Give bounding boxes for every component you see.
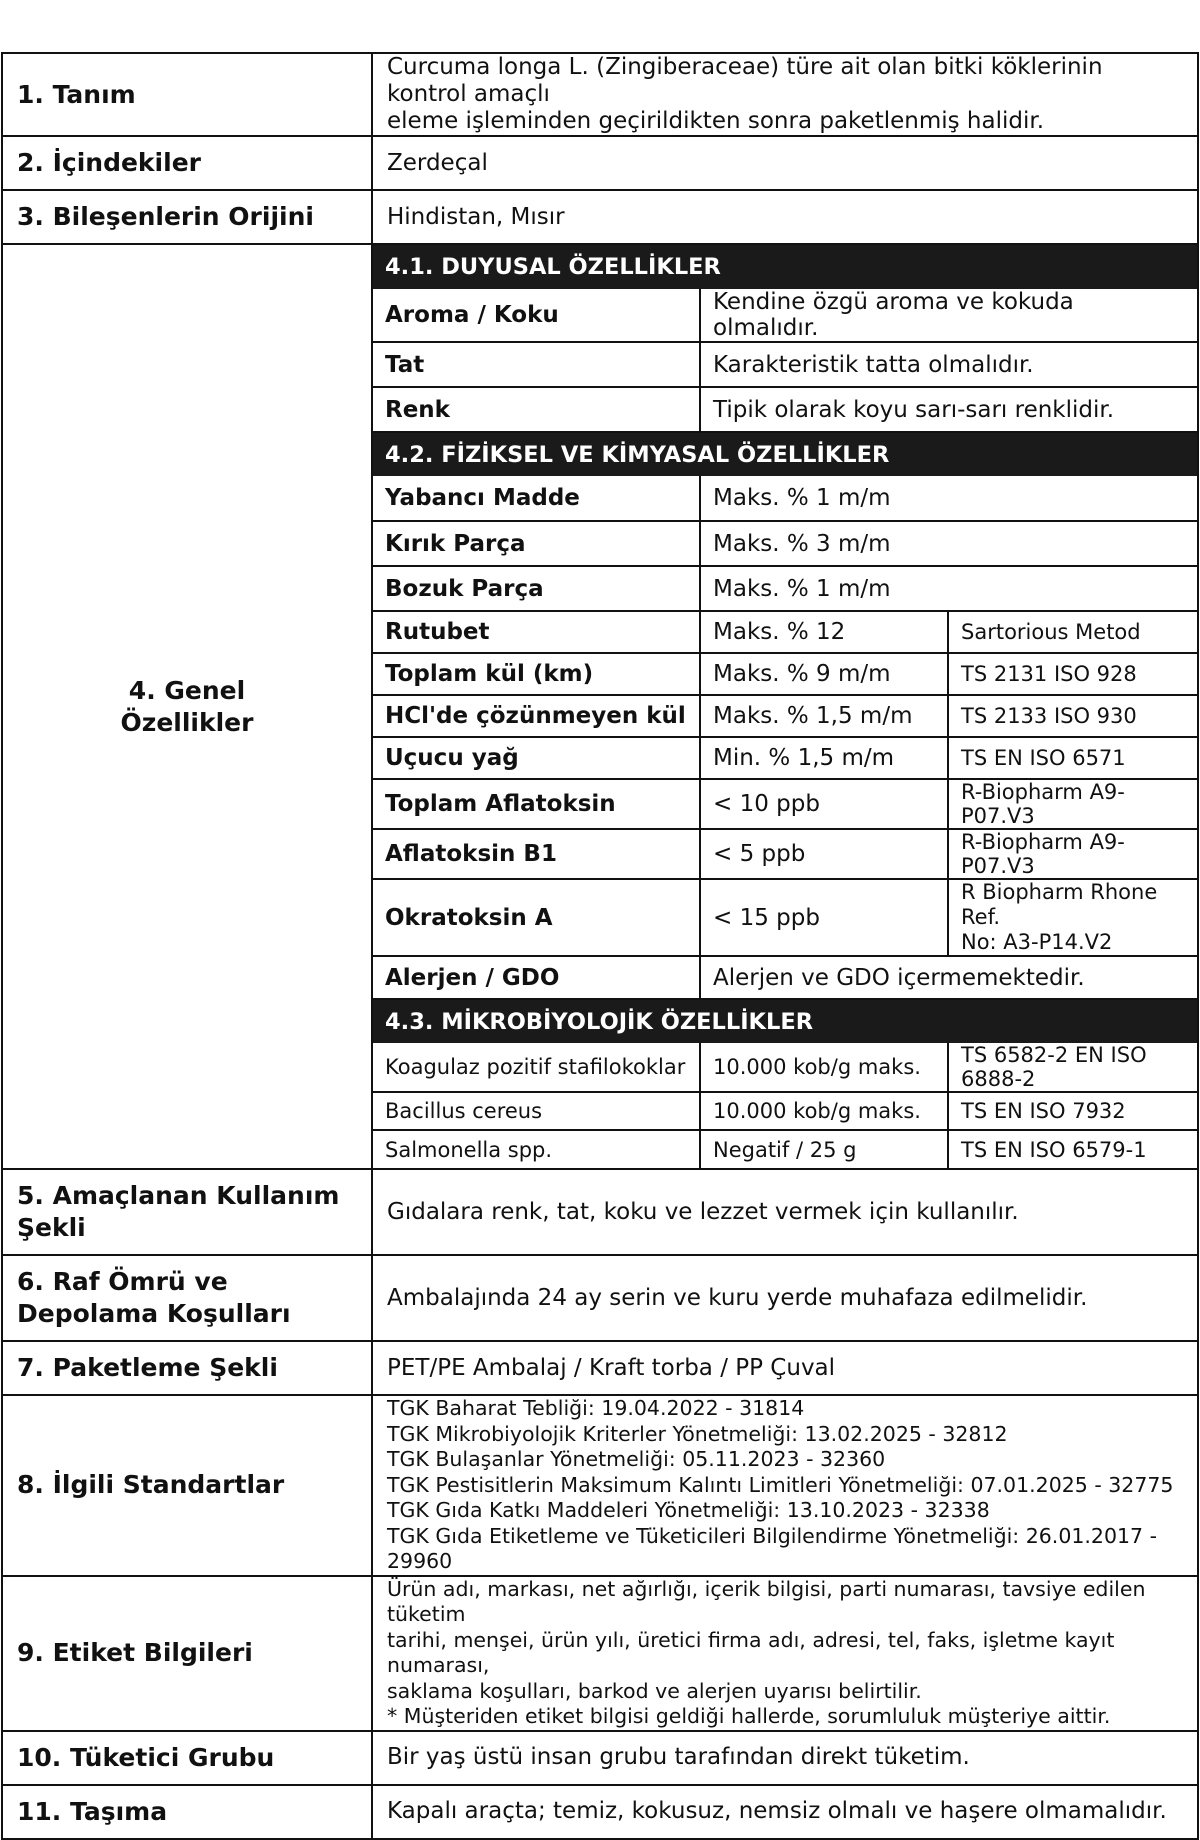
property-method: Sartorious Metod bbox=[948, 611, 1197, 653]
property-value: Kendine özgü aroma ve kokuda olmalıdır. bbox=[713, 289, 1074, 341]
list-item: TGK Pestisitlerin Maksimum Kalıntı Limitleri Yönetmeliği: 07.01.2025 - 32775 bbox=[387, 1472, 1174, 1497]
organism-name: Bacillus cereus bbox=[373, 1092, 700, 1130]
property-name: Toplam Aflatoksin bbox=[373, 779, 700, 829]
label-paketleme: 7. Paketleme Şekli bbox=[2, 1341, 372, 1395]
property-value: Alerjen ve GDO içermemektedir. bbox=[700, 956, 1197, 999]
label-standartlar: 8. İlgili Standartlar bbox=[2, 1395, 372, 1576]
label-etiket: 9. Etiket Bilgileri bbox=[2, 1576, 372, 1731]
property-value: Maks. % 1,5 m/m bbox=[700, 695, 948, 737]
table-row bbox=[373, 476, 1197, 521]
table-row bbox=[373, 879, 1197, 956]
organism-method: TS EN ISO 7932 bbox=[948, 1092, 1197, 1130]
organism-limit: 10.000 kob/g maks. bbox=[700, 1043, 948, 1092]
product-spec-sheet bbox=[1, 52, 1199, 1840]
property-value: < 5 ppb bbox=[700, 829, 948, 879]
sensory-header: 4.1. DUYUSAL ÖZELLİKLER bbox=[373, 245, 1197, 289]
table-row bbox=[373, 521, 1197, 566]
label-raf-omru: 6. Raf Ömrü ve Depolama Koşulları bbox=[2, 1255, 372, 1341]
property-name: Aflatoksin B1 bbox=[373, 829, 700, 879]
property-value: Karakteristik tatta olmalıdır. bbox=[700, 342, 1197, 387]
organism-limit: Negatif / 25 g bbox=[700, 1130, 948, 1168]
row-tuketici bbox=[2, 1731, 1198, 1785]
row-genel-ozellikler bbox=[2, 244, 1198, 1169]
table-row bbox=[373, 611, 1197, 653]
row-tasima bbox=[2, 1785, 1198, 1839]
table-row bbox=[373, 829, 1197, 879]
property-method: R-Biopharm A9-P07.V3 bbox=[948, 829, 1197, 879]
table-row bbox=[373, 1092, 1197, 1130]
property-name: Tat bbox=[373, 342, 700, 387]
property-value: Maks. % 9 m/m bbox=[700, 653, 948, 695]
property-method: TS EN ISO 6571 bbox=[948, 737, 1197, 779]
row-orijin bbox=[2, 190, 1198, 244]
table-row bbox=[373, 737, 1197, 779]
property-value: Min. % 1,5 m/m bbox=[700, 737, 948, 779]
property-method: TS 2131 ISO 928 bbox=[948, 653, 1197, 695]
label-tuketici: 10. Tüketici Grubu bbox=[2, 1731, 372, 1785]
table-row bbox=[373, 695, 1197, 737]
organism-name: Koagulaz pozitif stafilokoklar bbox=[373, 1043, 700, 1092]
organism-method: TS EN ISO 6579-1 bbox=[948, 1130, 1197, 1168]
micro-header: 4.3. MİKROBİYOLOJİK ÖZELLİKLER bbox=[373, 999, 1197, 1043]
row-icindekiler bbox=[2, 136, 1198, 190]
property-name: Renk bbox=[373, 387, 700, 432]
value-kullanim: Gıdalara renk, tat, koku ve lezzet vermek için kullanılır. bbox=[372, 1169, 1198, 1255]
property-name: Yabancı Madde bbox=[373, 476, 700, 521]
table-row bbox=[373, 1130, 1197, 1168]
property-method: TS 2133 ISO 930 bbox=[948, 695, 1197, 737]
table-row bbox=[373, 566, 1197, 611]
property-method: R-Biopharm A9-P07.V3 bbox=[948, 779, 1197, 829]
property-name: Rutubet bbox=[373, 611, 700, 653]
value-tanim: Curcuma longa L. (Zingiberaceae) türe ait olan bitki köklerinin kontrol amaçlı eleme işleminden geçirildikten sonra paketlenmiş halidir. bbox=[372, 53, 1198, 136]
table-row bbox=[373, 342, 1197, 387]
section-header-sensory bbox=[373, 245, 1197, 289]
section-header-micro bbox=[373, 999, 1197, 1043]
table-row bbox=[373, 387, 1197, 432]
spec-table bbox=[1, 52, 1199, 1840]
property-name: Uçucu yağ bbox=[373, 737, 700, 779]
row-paketleme bbox=[2, 1341, 1198, 1395]
organism-name: Salmonella spp. bbox=[373, 1130, 700, 1168]
label-orijin: 3. Bileşenlerin Orijini bbox=[2, 190, 372, 244]
property-name: Aroma / Koku bbox=[373, 289, 700, 342]
value-icindekiler: Zerdeçal bbox=[372, 136, 1198, 190]
value-standartlar bbox=[372, 1395, 1198, 1576]
label-genel-ozellikler: 4. Genel Özellikler bbox=[2, 244, 372, 1169]
list-item: TGK Bulaşanlar Yönetmeliği: 05.11.2023 - 32360 bbox=[387, 1447, 886, 1471]
value-raf-omru: Ambalajında 24 ay serin ve kuru yerde muhafaza edilmelidir. bbox=[372, 1255, 1198, 1341]
property-value: Tipik olarak koyu sarı-sarı renklidir. bbox=[700, 387, 1197, 432]
label-kullanim: 5. Amaçlanan Kullanım Şekli bbox=[2, 1169, 372, 1255]
general-properties-cell bbox=[372, 244, 1198, 1169]
organism-limit: 10.000 kob/g maks. bbox=[700, 1092, 948, 1130]
row-standartlar bbox=[2, 1395, 1198, 1576]
property-value: Maks. % 1 m/m bbox=[700, 566, 1197, 611]
property-value: < 15 ppb bbox=[700, 879, 948, 956]
value-tasima: Kapalı araçta; temiz, kokusuz, nemsiz olmalı ve haşere olmamalıdır. bbox=[372, 1785, 1198, 1839]
value-orijin: Hindistan, Mısır bbox=[372, 190, 1198, 244]
property-name: Alerjen / GDO bbox=[373, 956, 700, 999]
value-tuketici: Bir yaş üstü insan grubu tarafından direkt tüketim. bbox=[372, 1731, 1198, 1785]
property-name: HCl'de çözünmeyen kül bbox=[373, 695, 700, 737]
table-row bbox=[373, 956, 1197, 999]
property-value: Maks. % 3 m/m bbox=[700, 521, 1197, 566]
property-method: R Biopharm Rhone Ref. No: A3-P14.V2 bbox=[948, 879, 1197, 956]
property-name: Kırık Parça bbox=[373, 521, 700, 566]
list-item: TGK Mikrobiyolojik Kriterler Yönetmeliği: 13.02.2025 - 32812 bbox=[387, 1421, 1008, 1446]
general-properties-table bbox=[373, 245, 1197, 1168]
physchem-header: 4.2. FİZİKSEL VE KİMYASAL ÖZELLİKLER bbox=[373, 432, 1197, 476]
table-row bbox=[373, 779, 1197, 829]
value-etiket: Ürün adı, markası, net ağırlığı, içerik bilgisi, parti numarası, tavsiye edilen tüketim tarihi, menşei, ürün yılı, üretici firma adı, adresi, tel, faks, işletme kayıt numarası, saklama koşulları, barkod ve alerjen uyarısı belirtilir. * Müşteriden etiket bilgisi geldiği hallerde, sorumluluk müşteriye aittir. bbox=[372, 1576, 1198, 1731]
organism-method: TS 6582-2 EN ISO 6888-2 bbox=[961, 1043, 1147, 1091]
value-paketleme: PET/PE Ambalaj / Kraft torba / PP Çuval bbox=[372, 1341, 1198, 1395]
label-tanim: 1. Tanım bbox=[2, 53, 372, 136]
property-name: Toplam kül (km) bbox=[373, 653, 700, 695]
row-tanim bbox=[2, 53, 1198, 136]
label-icindekiler: 2. İçindekiler bbox=[2, 136, 372, 190]
list-item: TGK Gıda Etiketleme ve Tüketicileri Bilgilendirme Yönetmeliği: 26.01.2017 - 29960 bbox=[387, 1523, 1158, 1573]
label-tasima: 11. Taşıma bbox=[2, 1785, 372, 1839]
property-name: Bozuk Parça bbox=[373, 566, 700, 611]
table-row bbox=[373, 653, 1197, 695]
row-etiket bbox=[2, 1576, 1198, 1731]
list-item: TGK Baharat Tebliği: 19.04.2022 - 31814 bbox=[387, 1396, 805, 1420]
property-value: Maks. % 12 bbox=[700, 611, 948, 653]
table-row bbox=[373, 289, 1197, 342]
list-item: TGK Gıda Katkı Maddeleri Yönetmeliği: 13.10.2023 - 32338 bbox=[387, 1498, 990, 1522]
table-row bbox=[373, 1043, 1197, 1092]
property-value: Maks. % 1 m/m bbox=[713, 485, 891, 511]
property-value: < 10 ppb bbox=[700, 779, 948, 829]
row-kullanim bbox=[2, 1169, 1198, 1255]
property-name: Okratoksin A bbox=[373, 879, 700, 956]
section-header-physchem bbox=[373, 432, 1197, 476]
row-raf-omru bbox=[2, 1255, 1198, 1341]
